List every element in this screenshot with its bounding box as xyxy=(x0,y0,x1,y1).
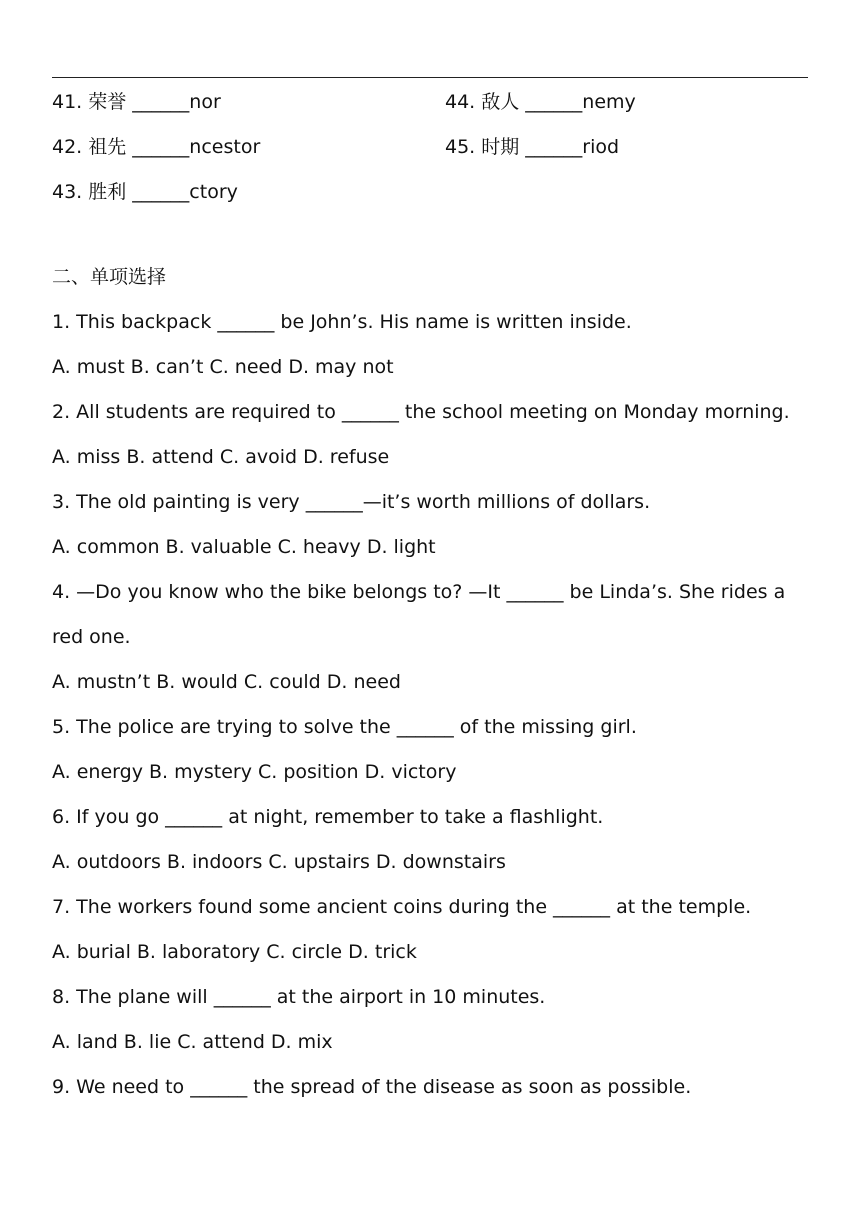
question-1: 1. This backpack ______ be John’s. His name is written inside. xyxy=(52,311,632,333)
section-heading: 二、单项选择 xyxy=(52,266,167,288)
question-9: 9. We need to ______ the spread of the disease as soon as possible. xyxy=(52,1076,692,1098)
question-8: 8. The plane will ______ at the airport in 10 minutes. xyxy=(52,986,546,1008)
options-6: A. outdoors B. indoors C. upstairs D. downstairs xyxy=(52,851,506,873)
question-4: 4. —Do you know who the bike belongs to? —It ______ be Linda’s. She rides a xyxy=(52,581,786,603)
vocab-item-44: 44. 敌人 ______nemy xyxy=(445,91,636,113)
options-5: A. energy B. mystery C. position D. victory xyxy=(52,761,457,783)
options-2: A. miss B. attend C. avoid D. refuse xyxy=(52,446,390,468)
question-2: 2. All students are required to ______ the school meeting on Monday morning. xyxy=(52,401,790,423)
vocab-item-42: 42. 祖先 ______ncestor xyxy=(52,136,261,158)
question-3: 3. The old painting is very ______—it’s worth millions of dollars. xyxy=(52,491,651,513)
options-4: A. mustn’t B. would C. could D. need xyxy=(52,671,401,693)
question-4-continued: red one. xyxy=(52,626,131,648)
top-divider xyxy=(52,77,808,78)
vocab-item-43: 43. 胜利 ______ctory xyxy=(52,181,238,203)
question-5: 5. The police are trying to solve the ______ of the missing girl. xyxy=(52,716,637,738)
question-7: 7. The workers found some ancient coins during the ______ at the temple. xyxy=(52,896,752,918)
question-6: 6. If you go ______ at night, remember to take a flashlight. xyxy=(52,806,604,828)
options-7: A. burial B. laboratory C. circle D. trick xyxy=(52,941,417,963)
vocab-item-45: 45. 时期 ______riod xyxy=(445,136,620,158)
vocab-item-41: 41. 荣誉 ______nor xyxy=(52,91,221,113)
options-3: A. common B. valuable C. heavy D. light xyxy=(52,536,436,558)
options-1: A. must B. can’t C. need D. may not xyxy=(52,356,394,378)
options-8: A. land B. lie C. attend D. mix xyxy=(52,1031,333,1053)
